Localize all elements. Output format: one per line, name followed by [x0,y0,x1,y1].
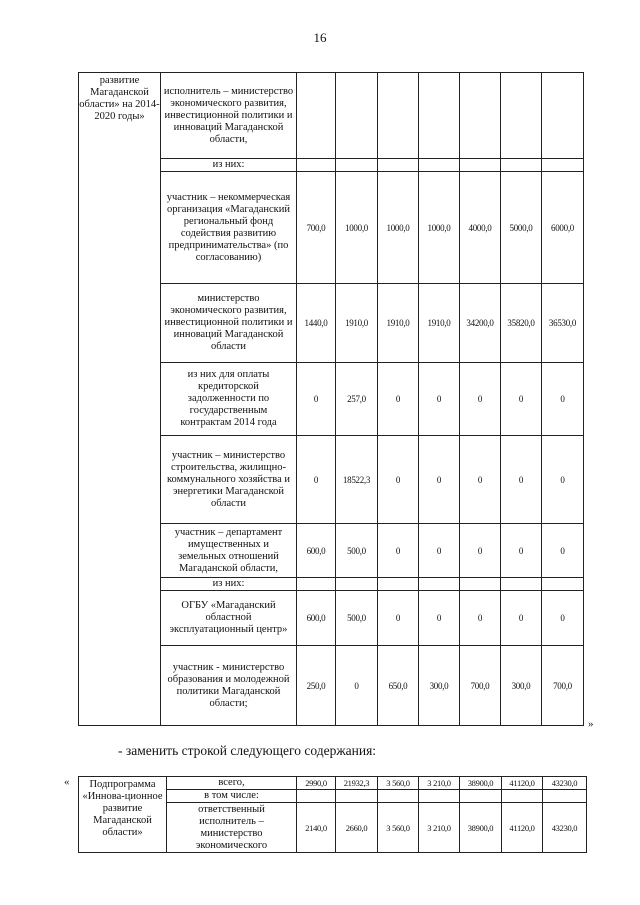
table-row [79,73,584,159]
program-funding-table [78,72,584,726]
value-cell [501,159,542,172]
value-cell [297,159,336,172]
value-cell: 1000,0 [419,172,460,284]
value-cell: 6000,0 [542,172,584,284]
value-cell: 0 [297,363,336,436]
value-cell [460,578,501,591]
page-number: 16 [313,30,327,45]
value-cell [336,159,378,172]
value-cell: 0 [419,363,460,436]
value-cell: 0 [501,436,542,524]
value-cell: 35820,0 [501,284,542,363]
value-cell: 4000,0 [460,172,501,284]
row-description: из них: [161,578,297,591]
value-cell: 0 [542,363,584,436]
value-cell: 41120,0 [502,803,543,853]
value-cell: 257,0 [336,363,378,436]
value-cell: 700,0 [542,646,584,726]
value-cell: 36530,0 [542,284,584,363]
value-cell [336,73,378,159]
row-description: всего, [167,777,297,790]
program-name-cell: Подпрограмма «Иннова-ционное развитие Магаданской области» [79,777,167,853]
value-cell [542,73,584,159]
value-cell: 0 [542,524,584,578]
value-cell [502,790,543,803]
value-cell: 300,0 [501,646,542,726]
value-cell: 1000,0 [378,172,419,284]
value-cell [378,73,419,159]
replacement-table [78,776,587,853]
value-cell: 600,0 [297,524,336,578]
value-cell [336,578,378,591]
value-cell: 500,0 [336,591,378,646]
row-description: в том числе: [167,790,297,803]
value-cell: 650,0 [378,646,419,726]
value-cell [501,578,542,591]
row-description: исполнитель – министерство экономического развития, инвестиционной политики и инноваций Магаданской области, [161,73,297,159]
value-cell: 1910,0 [419,284,460,363]
value-cell: 34200,0 [460,284,501,363]
value-cell: 1440,0 [297,284,336,363]
value-cell: 0 [419,591,460,646]
value-cell [378,790,419,803]
value-cell [336,790,378,803]
value-cell [378,159,419,172]
value-cell [419,790,460,803]
row-description: ОГБУ «Магаданский областной эксплуатационный центр» [161,591,297,646]
table-body [79,73,584,726]
opening-quote: « [64,776,70,788]
value-cell: 21932,3 [336,777,378,790]
value-cell: 0 [419,524,460,578]
value-cell: 0 [336,646,378,726]
value-cell [297,790,336,803]
value-cell: 500,0 [336,524,378,578]
value-cell [543,790,587,803]
value-cell [419,159,460,172]
value-cell [501,73,542,159]
value-cell [419,73,460,159]
instruction-text: - заменить строкой следующего содержания: [118,743,377,758]
value-cell: 0 [378,436,419,524]
value-cell: 18522,3 [336,436,378,524]
value-cell: 300,0 [419,646,460,726]
row-description: участник – департамент имущественных и земельных отношений Магаданской области, [161,524,297,578]
value-cell: 2660,0 [336,803,378,853]
value-cell [297,578,336,591]
row-description: участник - министерство образования и молодежной политики Магаданской области; [161,646,297,726]
value-cell: 0 [378,524,419,578]
value-cell [542,578,584,591]
value-cell: 2140,0 [297,803,336,853]
value-cell [542,159,584,172]
value-cell: 0 [501,591,542,646]
value-cell: 3 560,0 [378,803,419,853]
value-cell [378,578,419,591]
value-cell [419,578,460,591]
value-cell: 3 210,0 [419,803,460,853]
value-cell: 0 [460,591,501,646]
value-cell: 0 [460,524,501,578]
row-description: министерство экономического развития, инвестиционной политики и инноваций Магаданской области [161,284,297,363]
value-cell: 0 [460,436,501,524]
value-cell: 1000,0 [336,172,378,284]
value-cell: 43230,0 [543,777,587,790]
value-cell [297,73,336,159]
value-cell: 43230,0 [543,803,587,853]
value-cell: 3 560,0 [378,777,419,790]
value-cell: 0 [460,363,501,436]
row-description: участник – министерство строительства, жилищно-коммунального хозяйства и энергетики Магаданской области [161,436,297,524]
value-cell: 0 [542,591,584,646]
closing-quote: » [588,718,594,730]
value-cell [460,159,501,172]
value-cell: 38900,0 [460,803,502,853]
row-description: из них: [161,159,297,172]
value-cell: 0 [419,436,460,524]
value-cell: 700,0 [460,646,501,726]
value-cell: 700,0 [297,172,336,284]
table-body [79,777,587,853]
value-cell: 5000,0 [501,172,542,284]
row-description: из них для оплаты кредиторской задолженности по государственным контрактам 2014 года [161,363,297,436]
value-cell: 1910,0 [378,284,419,363]
value-cell: 41120,0 [502,777,543,790]
value-cell: 0 [542,436,584,524]
value-cell: 0 [501,363,542,436]
value-cell: 0 [297,436,336,524]
value-cell [460,790,502,803]
row-description: участник – некоммерческая организация «Магаданский региональный фонд содействия развитию предпринимательства» (по согласованию) [161,172,297,284]
value-cell: 1910,0 [336,284,378,363]
value-cell: 600,0 [297,591,336,646]
program-name-cell: развитие Магаданской области» на 2014-2020 годы» [79,73,161,726]
value-cell: 0 [378,363,419,436]
value-cell: 0 [501,524,542,578]
value-cell: 250,0 [297,646,336,726]
value-cell: 2990,0 [297,777,336,790]
value-cell [460,73,501,159]
value-cell: 3 210,0 [419,777,460,790]
value-cell: 0 [378,591,419,646]
table-row [79,777,587,790]
row-description: ответственный исполнитель – министерство экономического [167,803,297,853]
value-cell: 38900,0 [460,777,502,790]
